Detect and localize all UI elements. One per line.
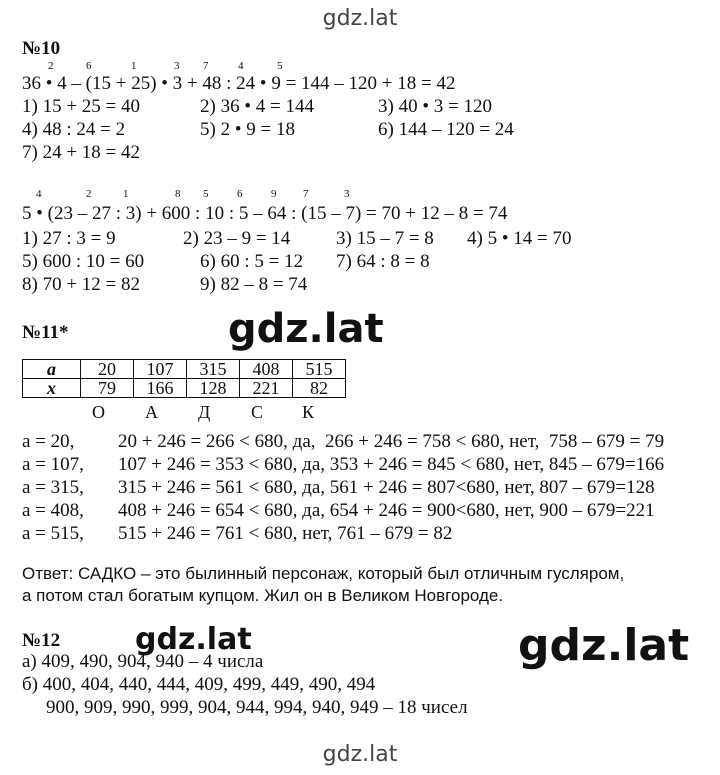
expression-1: 36 • 4 – (15 + 25) • 3 + 48 : 24 • 9 = 144 – 120 + 18 = 42 <box>22 73 456 94</box>
calc-a-label: а = 408, <box>22 500 84 521</box>
calc-a-label: а = 20, <box>22 431 75 452</box>
cipher-letter: Д <box>198 402 211 422</box>
task-10-heading: №10 <box>22 38 61 59</box>
table-cell: 166 <box>134 379 187 398</box>
row-label-x: x <box>23 379 81 398</box>
table-cell: 107 <box>134 360 187 379</box>
calc-a-label: а = 107, <box>22 454 84 475</box>
order-number: 5 <box>203 188 209 200</box>
watermark-middle: gdz.lat <box>228 306 384 352</box>
table-cell: 82 <box>293 379 346 398</box>
calc-line: 315 + 246 = 561 < 680, да, 561 + 246 = 807<680, нет, 807 – 679=128 <box>118 477 655 498</box>
order-number: 3 <box>174 60 180 72</box>
step: 4) 48 : 24 = 2 <box>22 119 126 140</box>
step: 5) 600 : 10 = 60 <box>22 251 145 272</box>
step: 4) 5 • 14 = 70 <box>467 228 572 249</box>
table-cell: 128 <box>187 379 240 398</box>
answer-line-2: а потом стал богатым купцом. Жил он в Великом Новгороде. <box>22 586 504 605</box>
order-number: 1 <box>131 60 137 72</box>
order-number: 4 <box>36 188 42 200</box>
step: 6) 144 – 120 = 24 <box>378 119 514 140</box>
step: 9) 82 – 8 = 74 <box>200 274 308 295</box>
calc-line: 20 + 246 = 266 < 680, да, 266 + 246 = 758 < 680, нет, 758 – 679 = 79 <box>118 431 665 452</box>
order-number: 2 <box>48 60 54 72</box>
order-number: 1 <box>123 188 129 200</box>
order-number: 5 <box>277 60 283 72</box>
table-row-a <box>23 360 346 379</box>
step: 3) 40 • 3 = 120 <box>378 96 492 117</box>
table-cell: 408 <box>240 360 293 379</box>
order-number: 6 <box>86 60 92 72</box>
step: 2) 36 • 4 = 144 <box>200 96 314 117</box>
row-label-a: a <box>23 360 81 379</box>
table-cell: 221 <box>240 379 293 398</box>
order-number: 7 <box>203 60 209 72</box>
step: 1) 27 : 3 = 9 <box>22 228 116 249</box>
step: 8) 70 + 12 = 82 <box>22 274 141 295</box>
task-12-heading: №12 <box>22 630 61 651</box>
table-cell: 79 <box>81 379 134 398</box>
values-table <box>22 359 346 398</box>
table-cell: 515 <box>293 360 346 379</box>
calc-line: 107 + 246 = 353 < 680, да, 353 + 246 = 845 < 680, нет, 845 – 679=166 <box>118 454 665 475</box>
calc-line: 515 + 246 = 761 < 680, нет, 761 – 679 = 82 <box>118 523 453 544</box>
step: 7) 24 + 18 = 42 <box>22 142 141 163</box>
cipher-letter: С <box>251 402 264 422</box>
order-number: 2 <box>86 188 92 200</box>
order-number: 9 <box>271 188 277 200</box>
order-number: 6 <box>237 188 243 200</box>
order-number: 7 <box>303 188 309 200</box>
calc-line: 408 + 246 = 654 < 680, да, 654 + 246 = 900<680, нет, 900 – 679=221 <box>118 500 655 521</box>
watermark-top: gdz.lat <box>322 6 398 31</box>
order-number: 4 <box>238 60 244 72</box>
answer-b-line-2: 900, 909, 990, 999, 904, 944, 994, 940, 949 – 18 чисел <box>46 697 468 718</box>
step: 6) 60 : 5 = 12 <box>200 251 304 272</box>
table-cell: 315 <box>187 360 240 379</box>
calc-a-label: а = 515, <box>22 523 84 544</box>
step: 5) 2 • 9 = 18 <box>200 119 295 140</box>
cipher-letter: А <box>145 402 158 422</box>
task-11-heading: №11* <box>22 322 69 343</box>
step: 1) 15 + 25 = 40 <box>22 96 141 117</box>
cipher-letter: К <box>302 402 315 422</box>
step: 2) 23 – 9 = 14 <box>183 228 291 249</box>
order-number: 3 <box>344 188 350 200</box>
watermark-small: gdz.lat <box>135 622 252 657</box>
table-cell: 20 <box>81 360 134 379</box>
expression-2: 5 • (23 – 27 : 3) + 600 : 10 : 5 – 64 : (15 – 7) = 70 + 12 – 8 = 74 <box>22 203 508 224</box>
watermark-bottom: gdz.lat <box>322 742 398 767</box>
order-number: 8 <box>175 188 181 200</box>
step: 7) 64 : 8 = 8 <box>336 251 430 272</box>
cipher-letter: О <box>92 402 105 422</box>
step: 3) 15 – 7 = 8 <box>336 228 434 249</box>
table-row-x <box>23 379 346 398</box>
watermark-right: gdz.lat <box>518 620 690 671</box>
answer-b-line-1: б) 400, 404, 440, 444, 409, 499, 449, 490, 494 <box>22 674 376 695</box>
calc-a-label: а = 315, <box>22 477 84 498</box>
answer-line-1: Ответ: САДКО – это былинный персонаж, который был отличным гусляром, <box>22 564 625 583</box>
answer-a: а) 409, 490, 904, 940 – 4 числа <box>22 651 264 672</box>
